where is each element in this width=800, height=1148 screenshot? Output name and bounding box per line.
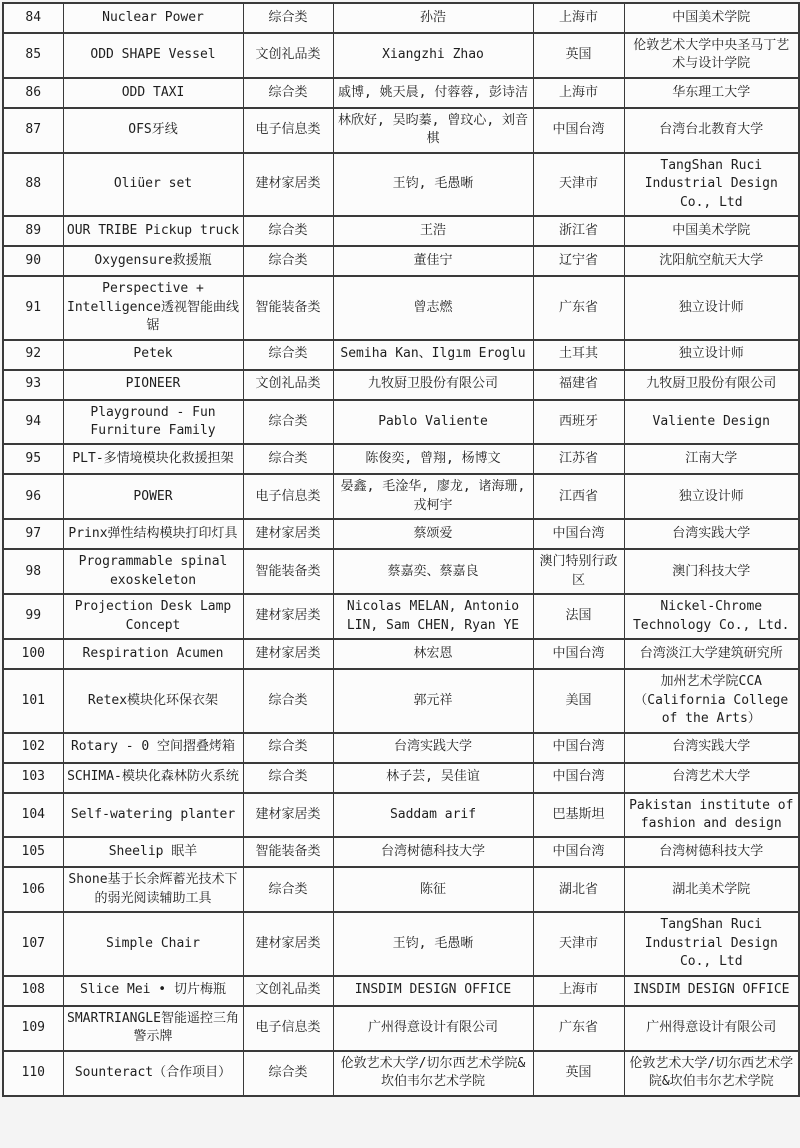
cell-name: Self-watering planter [63,793,243,838]
table-row [3,474,799,519]
table-row [3,867,799,912]
cell-institution: 九牧厨卫股份有限公司 [624,370,799,400]
cell-category: 智能装备类 [243,549,333,594]
cell-designer: Pablo Valiente [333,400,533,445]
cell-region: 美国 [533,669,624,732]
cell-designer: 王钧, 毛愚晰 [333,153,533,216]
cell-institution: 伦敦艺术大学/切尔西艺术学院&坎伯韦尔艺术学院 [624,1051,799,1096]
cell-institution: 伦敦艺术大学中央圣马丁艺术与设计学院 [624,33,799,78]
cell-institution: Valiente Design [624,400,799,445]
cell-no: 96 [3,474,63,519]
cell-designer: 陈俊奕, 曾翔, 杨博文 [333,444,533,474]
cell-institution: 沈阳航空航天大学 [624,246,799,276]
cell-category: 综合类 [243,400,333,445]
cell-institution: Nickel-Chrome Technology Co., Ltd. [624,594,799,639]
cell-region: 上海市 [533,3,624,33]
cell-category: 文创礼品类 [243,370,333,400]
cell-name: SCHIMA-模块化森林防火系统 [63,763,243,793]
cell-region: 中国台湾 [533,733,624,763]
cell-designer: 曾志燃 [333,276,533,339]
cell-name: ODD SHAPE Vessel [63,33,243,78]
table-row [3,594,799,639]
cell-name: Respiration Acumen [63,639,243,669]
cell-name: Programmable spinal exoskeleton [63,549,243,594]
table-row [3,216,799,246]
cell-designer: Xiangzhi Zhao [333,33,533,78]
cell-designer: 陈征 [333,867,533,912]
cell-institution: 独立设计师 [624,474,799,519]
cell-name: Rotary - 0 空间摺叠烤箱 [63,733,243,763]
table-row [3,976,799,1006]
cell-region: 上海市 [533,78,624,108]
cell-category: 综合类 [243,444,333,474]
cell-institution: 中国美术学院 [624,216,799,246]
cell-institution: 台湾树德科技大学 [624,837,799,867]
cell-no: 103 [3,763,63,793]
cell-region: 中国台湾 [533,763,624,793]
table-body [3,3,799,1096]
cell-name: Projection Desk Lamp Concept [63,594,243,639]
cell-region: 中国台湾 [533,519,624,549]
cell-designer: INSDIM DESIGN OFFICE [333,976,533,1006]
cell-category: 综合类 [243,867,333,912]
cell-name: Shone基于长余辉蓄光技术下的弱光阅读辅助工具 [63,867,243,912]
cell-category: 文创礼品类 [243,976,333,1006]
cell-category: 综合类 [243,669,333,732]
cell-institution: 独立设计师 [624,340,799,370]
cell-name: Playground - Fun Furniture Family [63,400,243,445]
cell-no: 88 [3,153,63,216]
cell-institution: TangShan Ruci Industrial Design Co., Ltd [624,912,799,975]
cell-region: 中国台湾 [533,108,624,153]
cell-name: OUR TRIBE Pickup truck [63,216,243,246]
cell-name: Petek [63,340,243,370]
cell-region: 英国 [533,33,624,78]
cell-region: 江苏省 [533,444,624,474]
table-row [3,837,799,867]
cell-no: 110 [3,1051,63,1096]
table-row [3,370,799,400]
cell-region: 中国台湾 [533,639,624,669]
cell-no: 97 [3,519,63,549]
cell-no: 100 [3,639,63,669]
cell-no: 98 [3,549,63,594]
cell-region: 澳门特别行政区 [533,549,624,594]
cell-no: 89 [3,216,63,246]
cell-no: 92 [3,340,63,370]
cell-institution: Pakistan institute of fashion and design [624,793,799,838]
cell-no: 95 [3,444,63,474]
cell-institution: 台湾艺术大学 [624,763,799,793]
cell-no: 102 [3,733,63,763]
cell-institution: 中国美术学院 [624,3,799,33]
cell-designer: 王钧, 毛愚晰 [333,912,533,975]
cell-category: 综合类 [243,246,333,276]
cell-region: 广东省 [533,1006,624,1051]
cell-region: 中国台湾 [533,837,624,867]
table-row [3,549,799,594]
cell-region: 湖北省 [533,867,624,912]
cell-category: 建材家居类 [243,519,333,549]
cell-no: 106 [3,867,63,912]
cell-name: Slice Mei • 切片梅瓶 [63,976,243,1006]
table-row [3,639,799,669]
cell-no: 93 [3,370,63,400]
cell-name: ODD TAXI [63,78,243,108]
cell-name: PLT-多情境模块化救援担架 [63,444,243,474]
cell-region: 土耳其 [533,340,624,370]
cell-institution: 湖北美术学院 [624,867,799,912]
cell-designer: 蔡嘉奕、蔡嘉良 [333,549,533,594]
cell-designer: Saddam arif [333,793,533,838]
cell-category: 建材家居类 [243,153,333,216]
cell-category: 综合类 [243,340,333,370]
cell-no: 108 [3,976,63,1006]
cell-institution: INSDIM DESIGN OFFICE [624,976,799,1006]
cell-region: 天津市 [533,912,624,975]
table-row [3,1006,799,1051]
cell-name: PIONEER [63,370,243,400]
cell-name: POWER [63,474,243,519]
cell-name: Sounteract（合作项目） [63,1051,243,1096]
cell-region: 广东省 [533,276,624,339]
cell-designer: 广州得意设计有限公司 [333,1006,533,1051]
cell-institution: 台湾淡江大学建筑研究所 [624,639,799,669]
cell-name: Prinx弹性结构模块打印灯具 [63,519,243,549]
cell-region: 福建省 [533,370,624,400]
cell-no: 90 [3,246,63,276]
table-row [3,733,799,763]
cell-region: 辽宁省 [533,246,624,276]
cell-designer: 戚博, 姚天晨, 付蓉蓉, 彭诗洁 [333,78,533,108]
cell-no: 84 [3,3,63,33]
cell-name: Nuclear Power [63,3,243,33]
cell-no: 99 [3,594,63,639]
table-row [3,793,799,838]
cell-institution: 华东理工大学 [624,78,799,108]
table-row [3,246,799,276]
cell-designer: Semiha Kan、Ilgım Eroglu [333,340,533,370]
cell-category: 电子信息类 [243,474,333,519]
cell-region: 巴基斯坦 [533,793,624,838]
cell-institution: 独立设计师 [624,276,799,339]
cell-institution: 江南大学 [624,444,799,474]
cell-region: 浙江省 [533,216,624,246]
cell-name: Oliüer set [63,153,243,216]
cell-designer: 王浩 [333,216,533,246]
cell-region: 江西省 [533,474,624,519]
cell-name: OFS牙线 [63,108,243,153]
cell-category: 综合类 [243,763,333,793]
table-row [3,763,799,793]
award-entries-table [2,2,800,1097]
cell-region: 上海市 [533,976,624,1006]
cell-no: 104 [3,793,63,838]
cell-no: 94 [3,400,63,445]
cell-category: 综合类 [243,3,333,33]
table-row [3,912,799,975]
cell-designer: 晏鑫, 毛淦华, 廖龙, 诸海珊, 戎柯宇 [333,474,533,519]
cell-category: 建材家居类 [243,594,333,639]
cell-designer: 林宏恩 [333,639,533,669]
cell-institution: 广州得意设计有限公司 [624,1006,799,1051]
cell-designer: 九牧厨卫股份有限公司 [333,370,533,400]
cell-designer: 蔡颂爱 [333,519,533,549]
cell-region: 英国 [533,1051,624,1096]
cell-region: 法国 [533,594,624,639]
cell-category: 综合类 [243,216,333,246]
cell-category: 建材家居类 [243,912,333,975]
cell-designer: 林子芸, 吴佳谊 [333,763,533,793]
cell-no: 85 [3,33,63,78]
cell-designer: 郭元祥 [333,669,533,732]
table-row [3,1051,799,1096]
cell-category: 电子信息类 [243,108,333,153]
cell-name: Simple Chair [63,912,243,975]
table-row [3,340,799,370]
cell-name: SMARTRIANGLE智能遥控三角警示牌 [63,1006,243,1051]
table-row [3,78,799,108]
cell-designer: Nicolas MELAN, Antonio LIN, Sam CHEN, Ryan YE [333,594,533,639]
cell-designer: 孙浩 [333,3,533,33]
table-row [3,33,799,78]
table-row [3,400,799,445]
table-row [3,153,799,216]
table-row [3,519,799,549]
cell-category: 智能装备类 [243,837,333,867]
cell-region: 天津市 [533,153,624,216]
cell-no: 109 [3,1006,63,1051]
table-row [3,108,799,153]
cell-category: 综合类 [243,78,333,108]
cell-no: 101 [3,669,63,732]
cell-category: 电子信息类 [243,1006,333,1051]
cell-category: 建材家居类 [243,793,333,838]
table-row [3,444,799,474]
table-row [3,669,799,732]
cell-no: 91 [3,276,63,339]
cell-category: 文创礼品类 [243,33,333,78]
cell-institution: TangShan Ruci Industrial Design Co., Ltd [624,153,799,216]
cell-no: 86 [3,78,63,108]
cell-category: 智能装备类 [243,276,333,339]
cell-name: Perspective + Intelligence透视智能曲线锯 [63,276,243,339]
cell-category: 建材家居类 [243,639,333,669]
table-row [3,276,799,339]
cell-designer: 董佳宁 [333,246,533,276]
cell-institution: 加州艺术学院CCA（California College of the Arts） [624,669,799,732]
cell-institution: 台湾台北教育大学 [624,108,799,153]
cell-no: 105 [3,837,63,867]
cell-name: Oxygensure救援瓶 [63,246,243,276]
cell-designer: 台湾实践大学 [333,733,533,763]
cell-no: 87 [3,108,63,153]
cell-institution: 台湾实践大学 [624,733,799,763]
cell-category: 综合类 [243,1051,333,1096]
cell-region: 西班牙 [533,400,624,445]
cell-institution: 台湾实践大学 [624,519,799,549]
cell-designer: 台湾树德科技大学 [333,837,533,867]
cell-name: Sheelip 眠羊 [63,837,243,867]
cell-institution: 澳门科技大学 [624,549,799,594]
table-row [3,3,799,33]
cell-category: 综合类 [243,733,333,763]
cell-designer: 林欣好, 吴昀蓁, 曾玟心, 刘音棋 [333,108,533,153]
cell-no: 107 [3,912,63,975]
cell-designer: 伦敦艺术大学/切尔西艺术学院&坎伯韦尔艺术学院 [333,1051,533,1096]
cell-name: Retex模块化环保衣架 [63,669,243,732]
